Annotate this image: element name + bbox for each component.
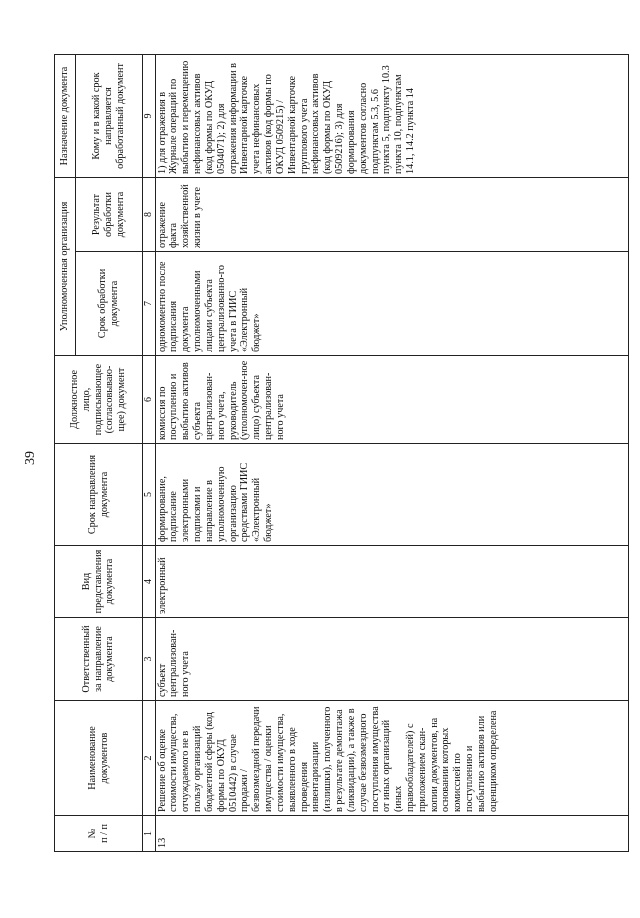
presentation-type-cell: электронный: [155, 546, 628, 618]
header-row-top: [55, 54, 76, 851]
column-index: 6: [143, 356, 156, 444]
header-whom: Кому и в какой срок направляется обработанный документ: [76, 54, 143, 177]
header-official: Должностное лицо, подписывающее (согласовываю-щее) документ: [55, 356, 143, 444]
official-cell: комиссия по поступлению и выбытию активов субъекта централизован-ного учета, руководитель (уполномочен-ное лицо) субъекта централизован-ного учета: [155, 356, 628, 444]
column-index: 3: [143, 618, 156, 701]
row-number: 13: [155, 816, 628, 852]
table-row: [155, 54, 628, 851]
header-authorized-org: Уполномоченная организация: [55, 177, 76, 355]
header-num: № п / п: [55, 816, 143, 852]
documents-table: [54, 54, 629, 852]
column-index: 8: [143, 177, 156, 251]
column-index: 7: [143, 252, 156, 356]
header-responsible: Ответственный за направление документа: [55, 618, 143, 701]
responsible-cell: субъект централизован-ного учета: [155, 618, 628, 701]
process-result-cell: отражение факта хозяйственной жизни в учете: [155, 177, 628, 251]
header-name: Наименование документов: [55, 701, 143, 816]
header-result: Результат обработки документа: [76, 177, 143, 251]
header-term-send: Срок направления документа: [55, 444, 143, 546]
column-index: 2: [143, 701, 156, 816]
column-index-row: [143, 54, 156, 851]
column-index: 4: [143, 546, 156, 618]
column-index: 1: [143, 816, 156, 852]
process-term-cell: одномоментно после подписания документа уполномоченными лицами субъекта централизованно-го учета в ГИИС «Электронный бюджет»: [155, 252, 628, 356]
column-index: 5: [143, 444, 156, 546]
page-number: 39: [23, 451, 38, 465]
destination-cell: 1) для отражения в Журнале операций по выбытию и перемещению нефинансовых активов (код формы по ОКУД 0504071); 2) для отражения информации в Инвентарной карточке учета нефинансовых активов (код формы по ОКУД 0509215) / Инвентарной карточке группового учета нефинансовых активов (код формы по ОКУД 0509216); 3) для формирования документов согласно подпунктам 5.3, 5.6 пункта 5, подпункту 10.3 пункта 10, подпунктам 14.1, 14.2 пункта 14: [155, 54, 628, 177]
header-type: Вид представления документа: [55, 546, 143, 618]
document-name-cell: Решение об оценке стоимости имущества, отчуждаемого не в пользу организаций бюджетной сферы (код формы по ОКУД 0510442) в случае продажи / безвозмездной передачи имущества / оценки стоимости имущества, выявленного в ходе проведения инвентаризации (излишки), полученного в результате демонтажа (ликвидации), а также в случае безвозмездного поступления имущества от иных организаций (иных правообладателей) с приложением скан-копии документов, на основании которых комиссией по поступлению и выбытию активов или оценщиком определена: [155, 701, 628, 816]
column-index: 9: [143, 54, 156, 177]
header-destination: Назначение документа: [55, 54, 76, 177]
header-term-process: Срок обработки документа: [76, 252, 143, 356]
send-term-cell: формирование, подписание электронными подписями и направление в уполномоченную организацию средствами ГИИС «Электронный бюджет»: [155, 444, 628, 546]
